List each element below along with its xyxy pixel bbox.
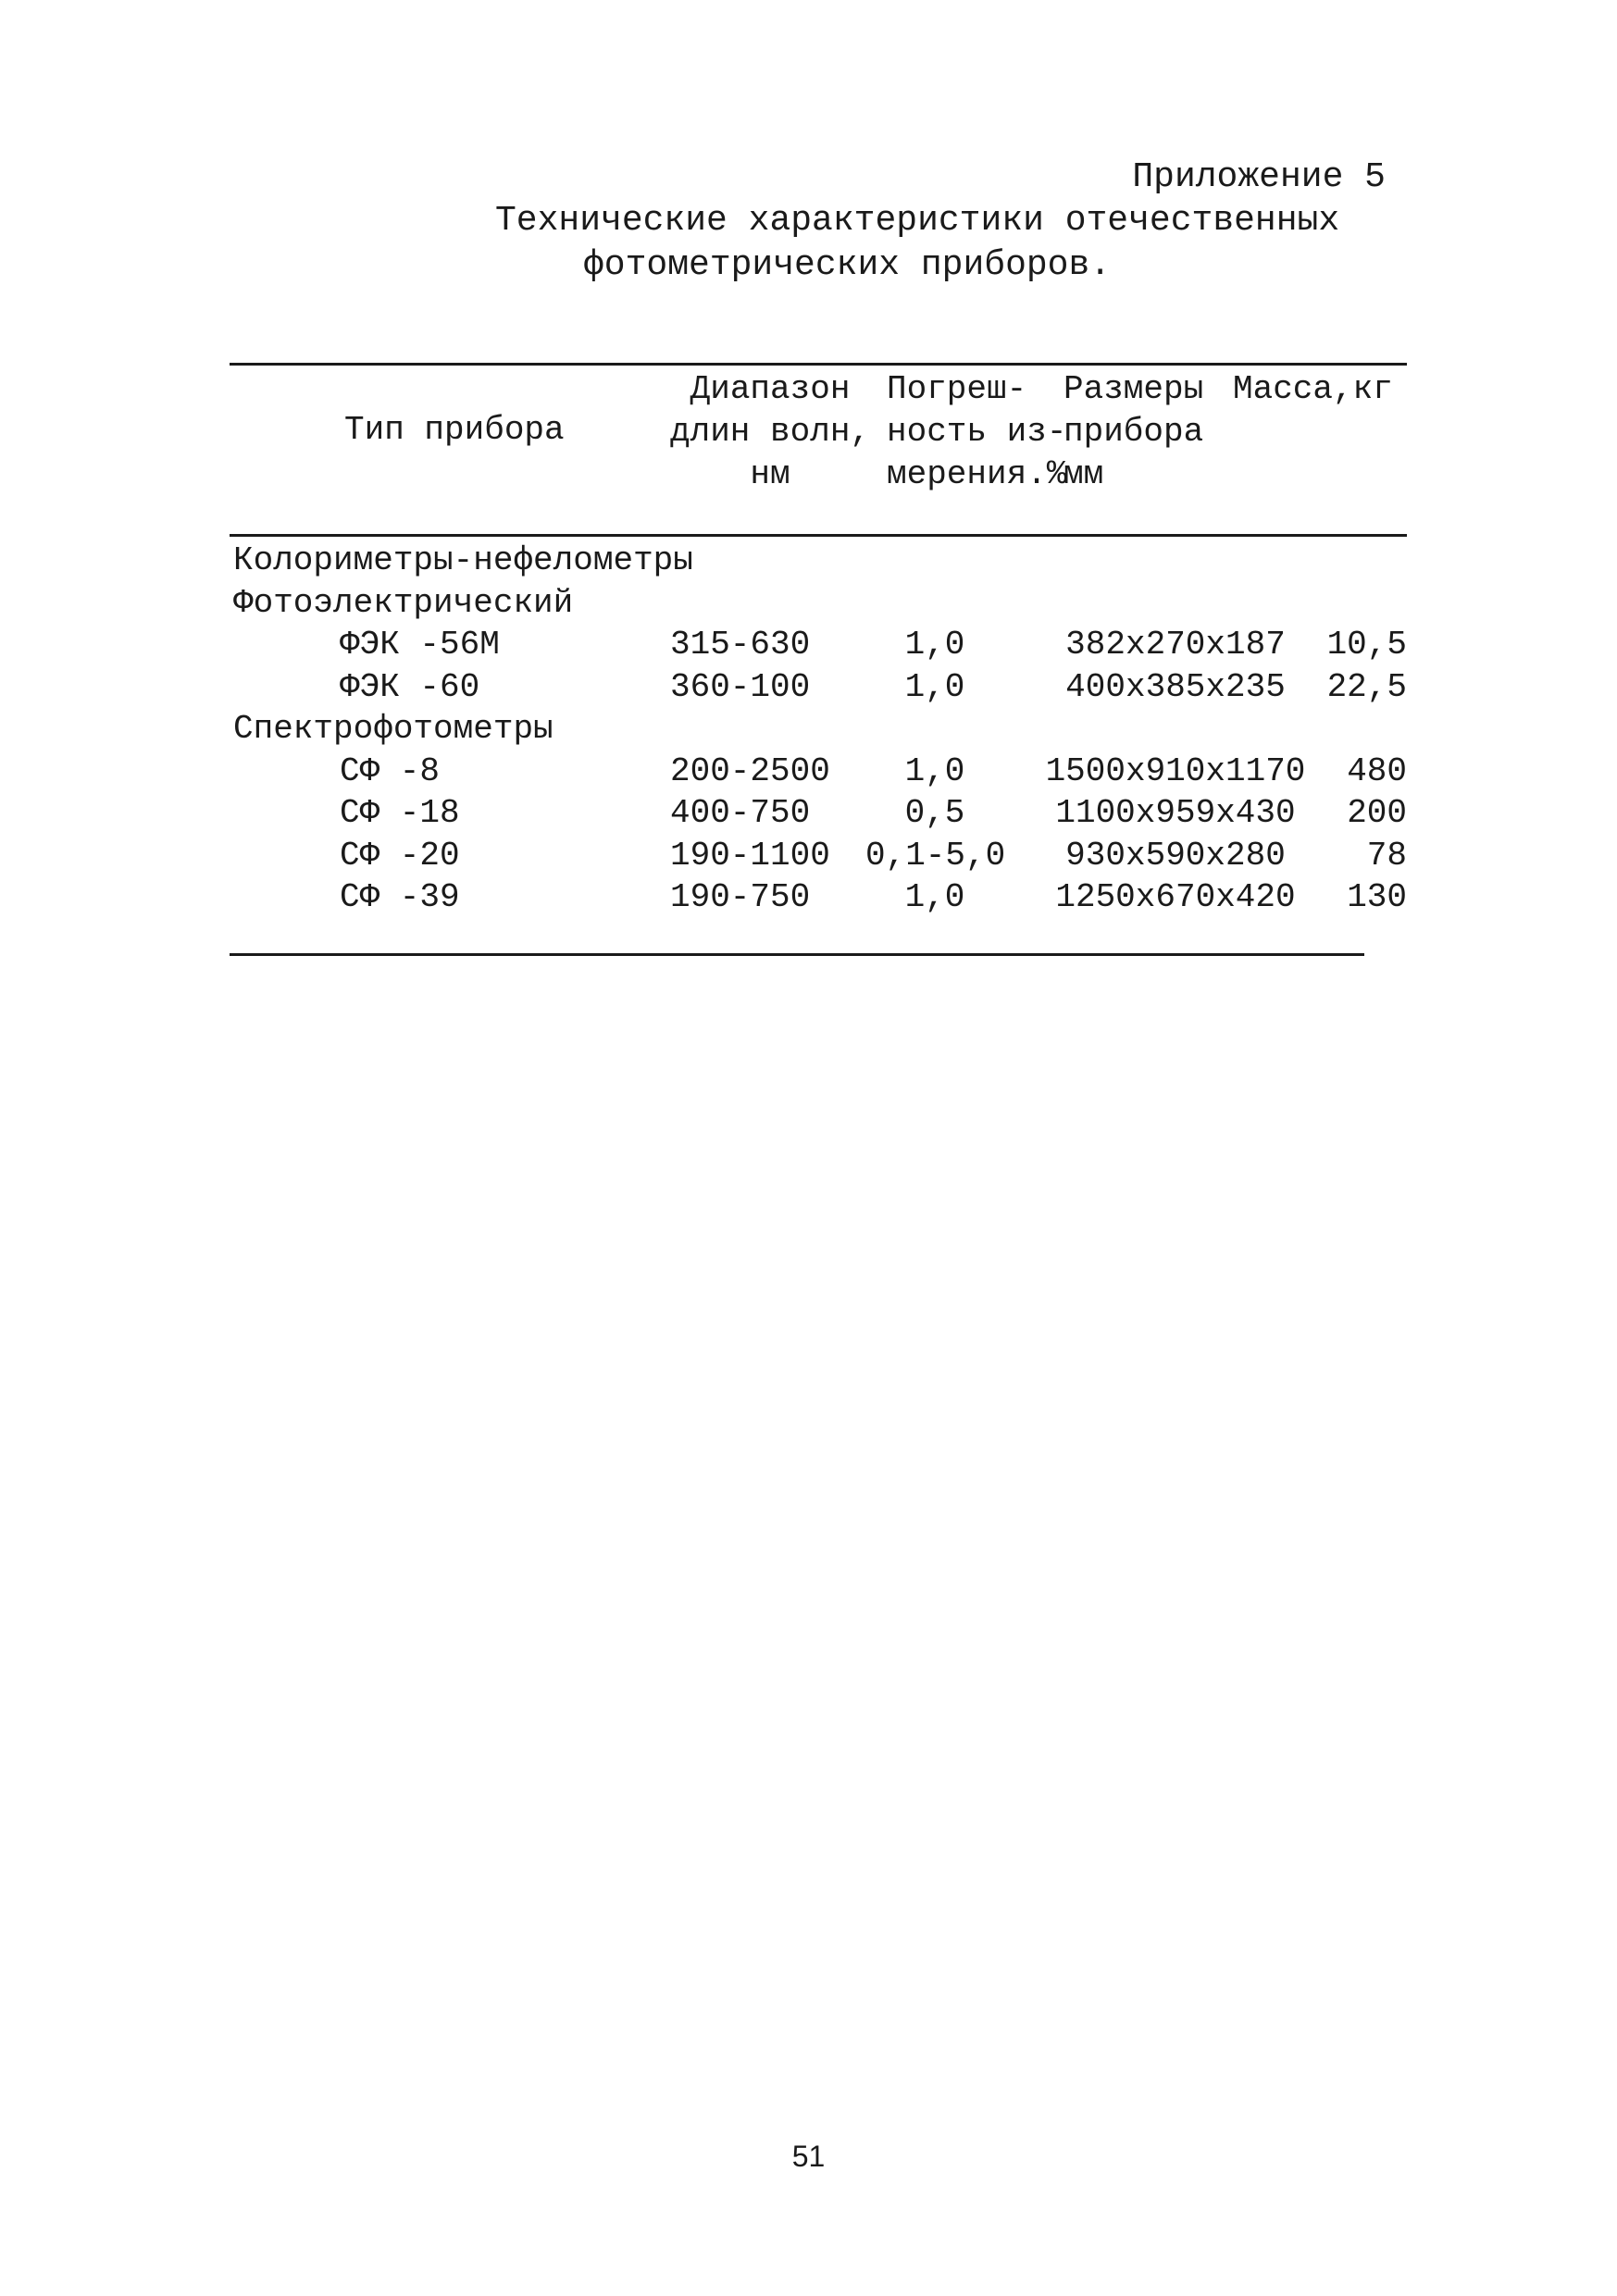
cell-range: 190-750 bbox=[670, 878, 811, 916]
cell-name: Колориметры-нефелометры bbox=[233, 541, 693, 579]
cell-mass: 480 bbox=[1347, 751, 1407, 790]
cell-name: Спектрофотометры bbox=[233, 710, 554, 748]
cell-range: 360-100 bbox=[670, 667, 811, 706]
cell-error: 1,0 bbox=[904, 626, 965, 664]
cell-size: 1250x670x420 bbox=[1055, 878, 1296, 916]
title-line-2: фотометрических приборов. bbox=[583, 245, 1112, 285]
cell-range: 400-750 bbox=[670, 794, 811, 832]
table-row bbox=[0, 837, 1617, 879]
table-bottom-rule bbox=[230, 953, 1364, 956]
cell-mass: 10,5 bbox=[1326, 626, 1407, 664]
table-row bbox=[0, 626, 1617, 668]
cell-size: 1100x959x430 bbox=[1055, 794, 1296, 832]
header-range: Диапазон длин волн, нм bbox=[670, 370, 871, 493]
cell-name: Фотоэлектрический bbox=[233, 583, 574, 622]
table-group-row bbox=[0, 541, 1617, 584]
cell-mass: 22,5 bbox=[1326, 667, 1407, 706]
cell-error: 0,5 bbox=[904, 794, 965, 832]
table-row bbox=[0, 668, 1617, 711]
table-row bbox=[0, 794, 1617, 837]
table-header-rule bbox=[230, 534, 1407, 537]
table-group-row bbox=[0, 710, 1617, 752]
header-error: Погреш- ность из- мерения.% bbox=[887, 370, 1067, 493]
cell-name: СФ -18 bbox=[340, 794, 460, 832]
table-row bbox=[0, 752, 1617, 795]
appendix-label: Приложение 5 bbox=[1132, 157, 1386, 197]
cell-mass: 130 bbox=[1347, 878, 1407, 916]
header-type: Тип прибора bbox=[344, 411, 565, 449]
page-title bbox=[495, 199, 1339, 288]
cell-name: СФ -39 bbox=[340, 878, 460, 916]
cell-range: 315-630 bbox=[670, 626, 811, 664]
cell-error: 1,0 bbox=[904, 878, 965, 916]
page-number: 51 bbox=[791, 2140, 826, 2173]
cell-size: 382x270x187 bbox=[1065, 626, 1286, 664]
cell-name: ФЭК -56М bbox=[340, 626, 500, 664]
cell-name: ФЭК -60 bbox=[340, 667, 480, 706]
cell-range: 200-2500 bbox=[670, 751, 830, 790]
cell-name: СФ -8 bbox=[340, 751, 441, 790]
cell-error: 0,1-5,0 bbox=[865, 836, 1006, 875]
title-line-1: Технические характеристики отечественных bbox=[495, 201, 1340, 241]
cell-mass: 78 bbox=[1366, 836, 1407, 875]
table-top-rule bbox=[230, 363, 1407, 366]
cell-error: 1,0 bbox=[904, 667, 965, 706]
table-row bbox=[0, 878, 1617, 921]
cell-mass: 200 bbox=[1347, 794, 1407, 832]
header-mass: Масса,кг bbox=[1233, 370, 1393, 408]
cell-size: 930x590x280 bbox=[1065, 836, 1286, 875]
cell-range: 190-1100 bbox=[670, 836, 830, 875]
header-size: Размеры прибора мм bbox=[1063, 370, 1204, 493]
cell-error: 1,0 bbox=[904, 751, 965, 790]
cell-size: 1500x910x1170 bbox=[1045, 751, 1306, 790]
cell-name: СФ -20 bbox=[340, 836, 460, 875]
table-group-row bbox=[0, 584, 1617, 627]
cell-size: 400x385x235 bbox=[1065, 667, 1286, 706]
